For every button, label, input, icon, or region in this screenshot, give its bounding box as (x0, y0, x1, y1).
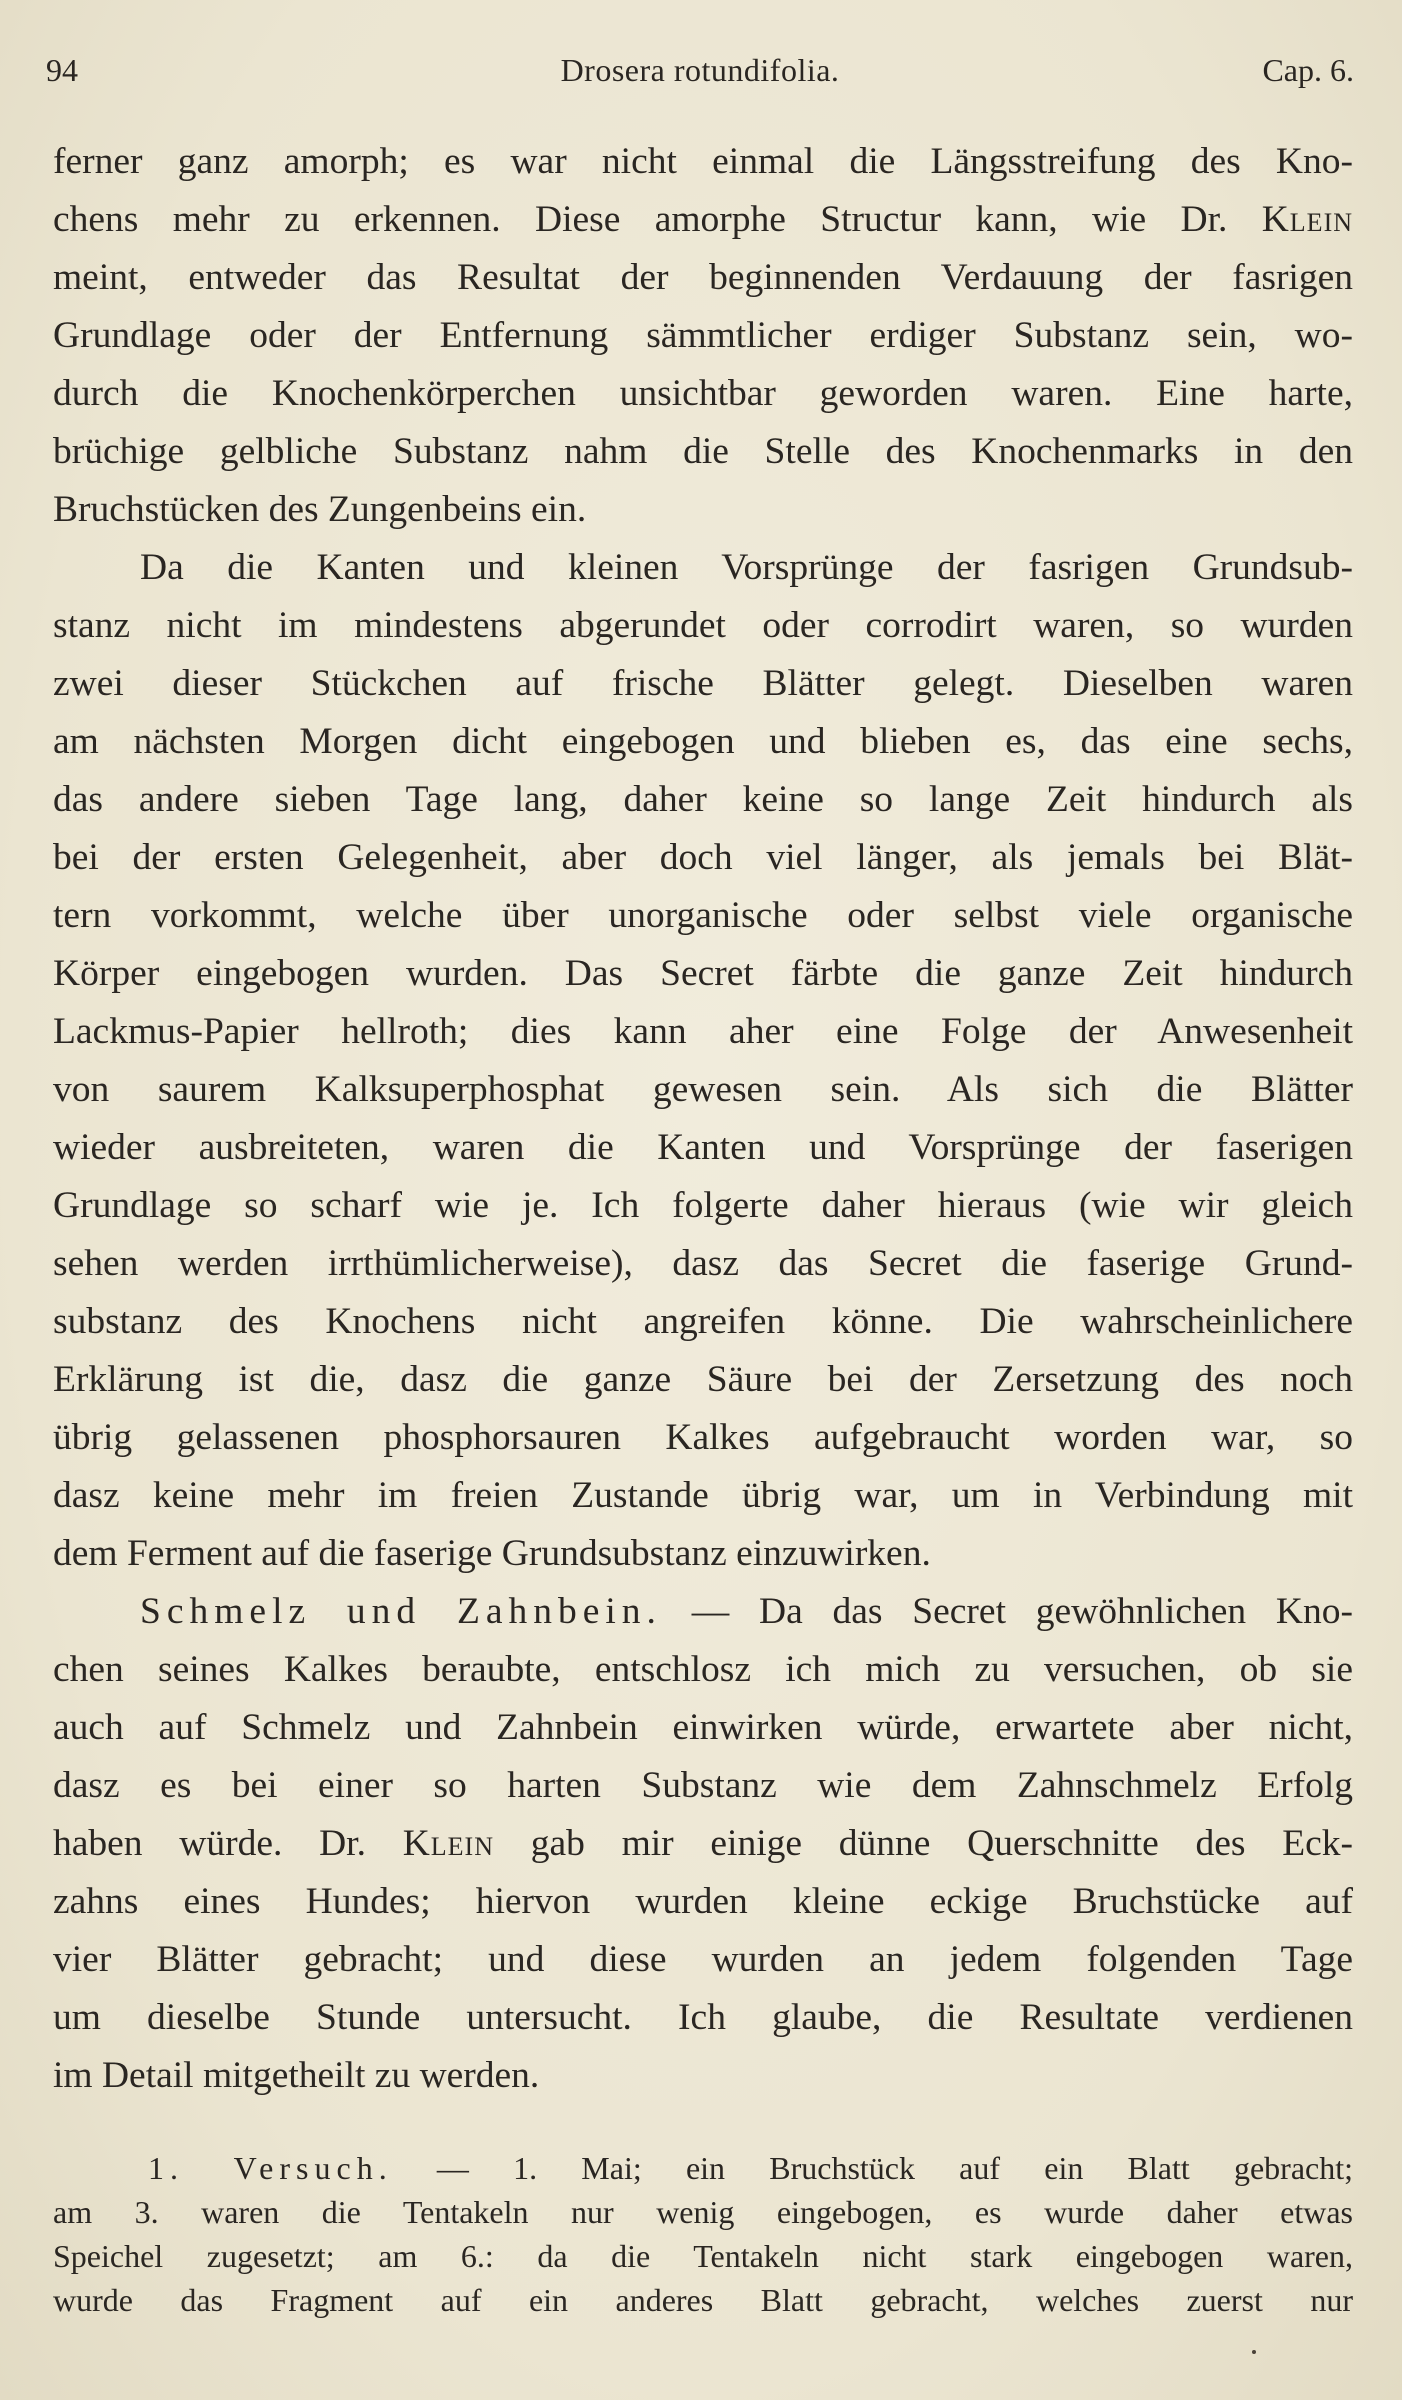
text-line: vier Blätter gebracht; und diese wurden an jedem folgenden Tage (53, 1939, 1353, 1980)
text-line: Körper eingebogen wurden. Das Secret färbte die ganze Zeit hindurch (53, 953, 1353, 994)
page-number: 94 (46, 52, 78, 88)
print-speck (1252, 2350, 1256, 2354)
author-name-klein: Klein (1261, 199, 1353, 240)
text-line: haben würde. Dr. Klein gab mir einige dünne Querschnitte des Eck- (53, 1823, 1353, 1864)
text-line: ferner ganz amorph; es war nicht einmal die Längsstreifung des Kno- (53, 141, 1353, 182)
text-line: bei der ersten Gelegenheit, aber doch viel länger, als jemals bei Blät- (53, 837, 1353, 878)
author-name-klein: Klein (402, 1823, 494, 1864)
text-line: meint, entweder das Resultat der beginnenden Verdauung der fasrigen (53, 257, 1353, 298)
section-line: Schmelz und Zahnbein. — Da das Secret gewöhnlichen Kno- (140, 1591, 1353, 1632)
footnote-line: am 3. waren die Tentakeln nur wenig eingebogen, es wurde daher etwas (53, 2194, 1353, 2230)
running-title: Drosera rotundifolia. (560, 52, 840, 88)
text-line: Erklärung ist die, dasz die ganze Säure bei der Zersetzung des noch (53, 1359, 1353, 1400)
running-header (46, 52, 1354, 102)
text-line: tern vorkommt, welche über unorganische oder selbst viele organische (53, 895, 1353, 936)
section-heading: Schmelz und Zahnbein. (140, 1591, 662, 1632)
text-line: stanz nicht im mindestens abgerundet oder corrodirt waren, so wurden (53, 605, 1353, 646)
text-line: sehen werden irrthümlicherweise), dasz das Secret die faserige Grund- (53, 1243, 1353, 1284)
text-line: auch auf Schmelz und Zahnbein einwirken würde, erwartete aber nicht, (53, 1707, 1353, 1748)
text-line: durch die Knochenkörperchen unsichtbar geworden waren. Eine harte, (53, 373, 1353, 414)
text-line: von saurem Kalksuperphosphat gewesen sein. Als sich die Blätter (53, 1069, 1353, 1110)
footnote-line: Speichel zugesetzt; am 6.: da die Tentakeln nicht stark eingebogen waren, (53, 2238, 1353, 2274)
text-line: Da die Kanten und kleinen Vorsprünge der fasrigen Grundsub- (140, 547, 1353, 588)
footnote-heading: 1. Versuch. (148, 2150, 393, 2186)
text-line: das andere sieben Tage lang, daher keine so lange Zeit hindurch als (53, 779, 1353, 820)
footnote-line: wurde das Fragment auf ein anderes Blatt gebracht, welches zuerst nur (53, 2282, 1353, 2318)
text-line: chen seines Kalkes beraubte, entschlosz ich mich zu versuchen, ob sie (53, 1649, 1353, 1690)
text-line: brüchige gelbliche Substanz nahm die Stelle des Knochenmarks in den (53, 431, 1353, 472)
text-line: substanz des Knochens nicht angreifen könne. Die wahrscheinlichere (53, 1301, 1353, 1342)
footnote-line: 1. Versuch. — 1. Mai; ein Bruchstück auf ein Blatt gebracht; (148, 2150, 1353, 2186)
text-line: wieder ausbreiteten, waren die Kanten und Vorsprünge der faserigen (53, 1127, 1353, 1168)
text-line: um dieselbe Stunde untersucht. Ich glaube, die Resultate verdienen (53, 1997, 1353, 2038)
text-line: Lackmus-Papier hellroth; dies kann aher eine Folge der Anwesenheit (53, 1011, 1353, 1052)
text-line: dasz keine mehr im freien Zustande übrig war, um in Verbindung mit (53, 1475, 1353, 1516)
text-line: dasz es bei einer so harten Substanz wie dem Zahnschmelz Erfolg (53, 1765, 1353, 1806)
text-line: zahns eines Hundes; hiervon wurden kleine eckige Bruchstücke auf (53, 1881, 1353, 1922)
text-line: chens mehr zu erkennen. Diese amorphe Structur kann, wie Dr. Klein (53, 199, 1353, 240)
text-line: zwei dieser Stückchen auf frische Blätter gelegt. Dieselben waren (53, 663, 1353, 704)
text-line: übrig gelassenen phosphorsauren Kalkes aufgebraucht worden war, so (53, 1417, 1353, 1458)
chapter-label: Cap. 6. (1262, 52, 1354, 88)
text-line: Grundlage oder der Entfernung sämmtlicher erdiger Substanz sein, wo- (53, 315, 1353, 356)
text-line: am nächsten Morgen dicht eingebogen und blieben es, das eine sechs, (53, 721, 1353, 762)
text-line: im Detail mitgetheilt zu werden. (53, 2055, 540, 2096)
text-line: dem Ferment auf die faserige Grundsubstanz einzuwirken. (53, 1533, 931, 1574)
text-line: Bruchstücken des Zungenbeins ein. (53, 489, 587, 530)
text-line: Grundlage so scharf wie je. Ich folgerte daher hieraus (wie wir gleich (53, 1185, 1353, 1226)
